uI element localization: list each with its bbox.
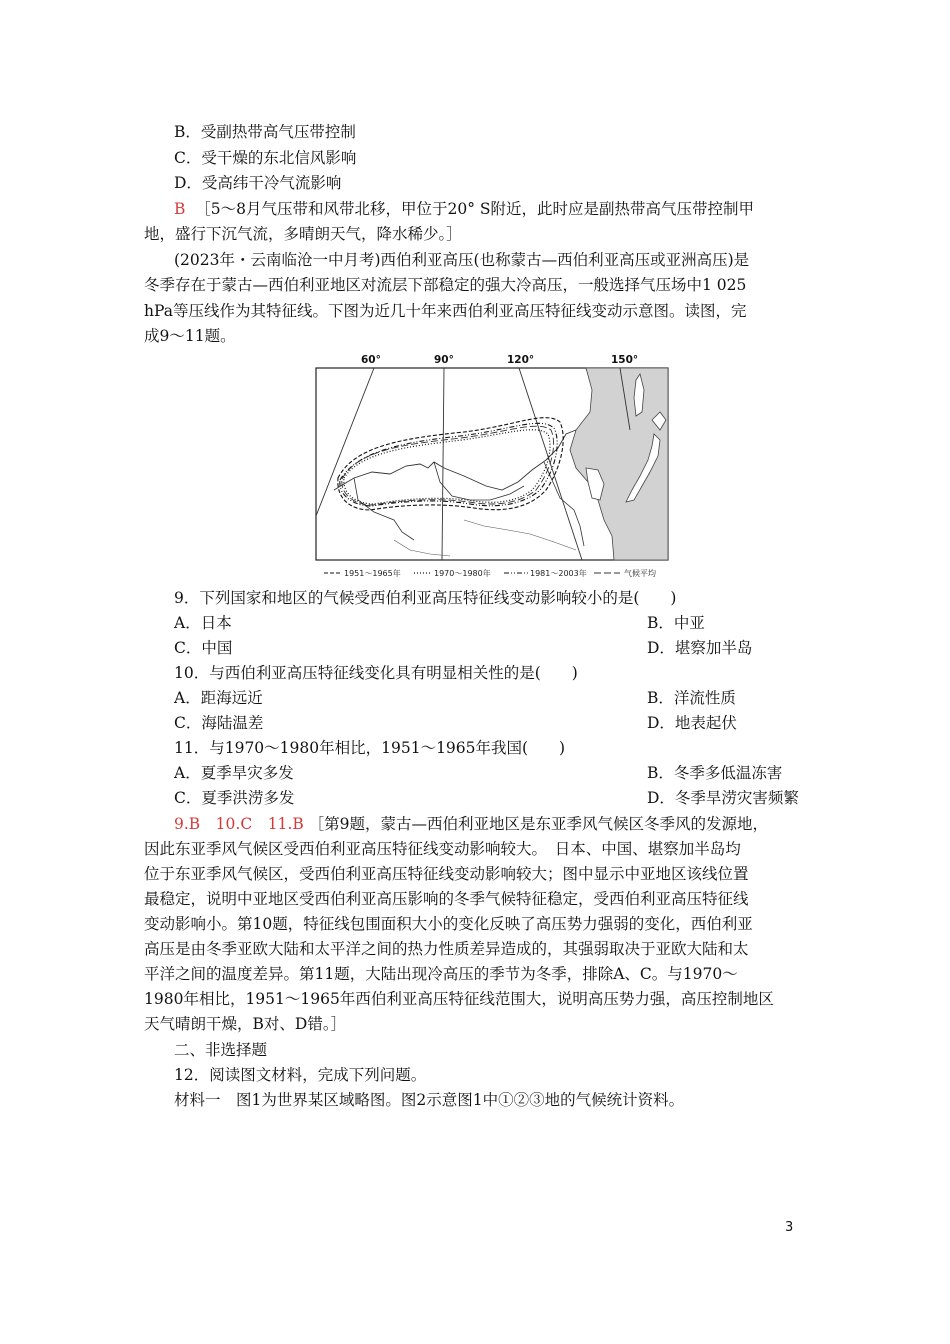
legend-1970-1980: 1970～1980年 — [434, 569, 491, 578]
q10-option-a: A．距海远近 — [174, 689, 263, 707]
q9-option-a: A．日本 — [174, 614, 232, 632]
q8-explanation-1: ［5～8月气压带和风带北移，甲位于20° S附近，此时应是副热带高气压带控制甲 — [195, 200, 754, 218]
q11-option-b: B．冬季多低温冻害 — [647, 764, 783, 782]
passage-line4: 成9～11题。 — [144, 327, 236, 345]
material1-text: 材料一 图1为世界某区域略图。图2示意图1中①②③地的气候统计资料。 — [174, 1091, 685, 1109]
q11-option-a: A．夏季旱灾多发 — [174, 764, 294, 782]
q8-answer-letter: B — [174, 200, 186, 218]
section2-title: 二、非选择题 — [174, 1041, 268, 1059]
q10-stem: 10．与西伯利亚高压特征线变化具有明显相关性的是( ) — [174, 664, 578, 682]
legend-climate-average: 气候平均 — [624, 569, 656, 578]
answer-keys: 9.B 10.C 11.B — [174, 815, 304, 833]
passage-line3: hPa等压线作为其特征线。下图为近几十年来西伯利亚高压特征线变动示意图。读图，完 — [144, 302, 747, 320]
answers-line1 — [174, 812, 768, 836]
answers-line7: 平洋之间的温度差异。第11题，大陆出现冷高压的季节为冬季，排除A、C。与1970～ — [144, 965, 738, 983]
answers-line6: 高压是由冬季亚欧大陆和太平洋之间的热力性质差异造成的，其强弱取决于亚欧大陆和太 — [144, 940, 749, 958]
passage-line1: (2023年・云南临沧一中月考)西伯利亚高压(也称蒙古—西伯利亚高压或亚洲高压)是 — [174, 251, 750, 269]
answers-line8: 1980年相比，1951～1965年西伯利亚高压特征线范围大，说明高压势力强，高压控制地区 — [144, 990, 774, 1008]
answers-explanation-1: ［第9题，蒙古—西伯利亚地区是东亚季风气候区冬季风的发源地， — [308, 815, 769, 833]
answers-line3: 位于东亚季风气候区，受西伯利亚高压特征线变动影响较大；图中显示中亚地区该线位置 — [144, 865, 749, 883]
longitude-60-label: 60° — [361, 354, 381, 366]
q9-stem: 9．下列国家和地区的气候受西伯利亚高压特征线变动影响较小的是( ) — [174, 589, 677, 607]
siberian-high-map — [314, 350, 670, 582]
passage-line2: 冬季存在于蒙古—西伯利亚地区对流层下部稳定的强大冷高压，一般选择气压场中1 025 — [144, 276, 747, 294]
q9-option-c: C．中国 — [174, 639, 233, 657]
page-number: 3 — [785, 1220, 794, 1235]
q11-option-d: D．冬季旱涝灾害频繁 — [647, 789, 799, 807]
q11-stem: 11．与1970～1980年相比，1951～1965年我国( ) — [174, 739, 566, 757]
answers-line2: 因此东亚季风气候区受西伯利亚高压特征线变动影响较大。 日本、中国、堪察加半岛均 — [144, 840, 741, 858]
q10-option-d: D．地表起伏 — [647, 714, 737, 732]
longitude-90-label: 90° — [434, 354, 454, 366]
q10-option-c: C．海陆温差 — [174, 714, 264, 732]
q8-answer-line2: 地，盛行下沉气流，多晴朗天气，降水稀少。］ — [144, 225, 462, 243]
longitude-150-label: 150° — [611, 354, 639, 366]
q12-stem: 12．阅读图文材料，完成下列问题。 — [174, 1066, 427, 1084]
q8-answer-line1 — [174, 197, 754, 221]
q8-option-d: D．受高纬干冷气流影响 — [174, 174, 342, 192]
answers-line4: 最稳定，说明中亚地区受西伯利亚高压影响的冬季气候特征稳定，受西伯利亚高压特征线 — [144, 890, 749, 908]
longitude-120-label: 120° — [507, 354, 535, 366]
q11-option-c: C．夏季洪涝多发 — [174, 789, 295, 807]
answers-line5: 变动影响小。第10题，特征线包围面积大小的变化反映了高压势力强弱的变化，西伯利亚 — [144, 915, 753, 933]
legend-1981-2003: 1981～2003年 — [530, 569, 587, 578]
q10-option-b: B．洋流性质 — [647, 689, 736, 707]
answers-line9: 天气晴朗干燥，B对、D错。］ — [144, 1015, 347, 1033]
q8-option-c: C．受干燥的东北信风影响 — [174, 149, 357, 167]
q8-option-b: B．受副热带高气压带控制 — [174, 123, 356, 141]
legend-1951-1965: 1951～1965年 — [344, 569, 401, 578]
q9-option-d: D．堪察加半岛 — [647, 639, 753, 657]
legend — [324, 568, 656, 578]
q9-option-b: B．中亚 — [647, 614, 705, 632]
